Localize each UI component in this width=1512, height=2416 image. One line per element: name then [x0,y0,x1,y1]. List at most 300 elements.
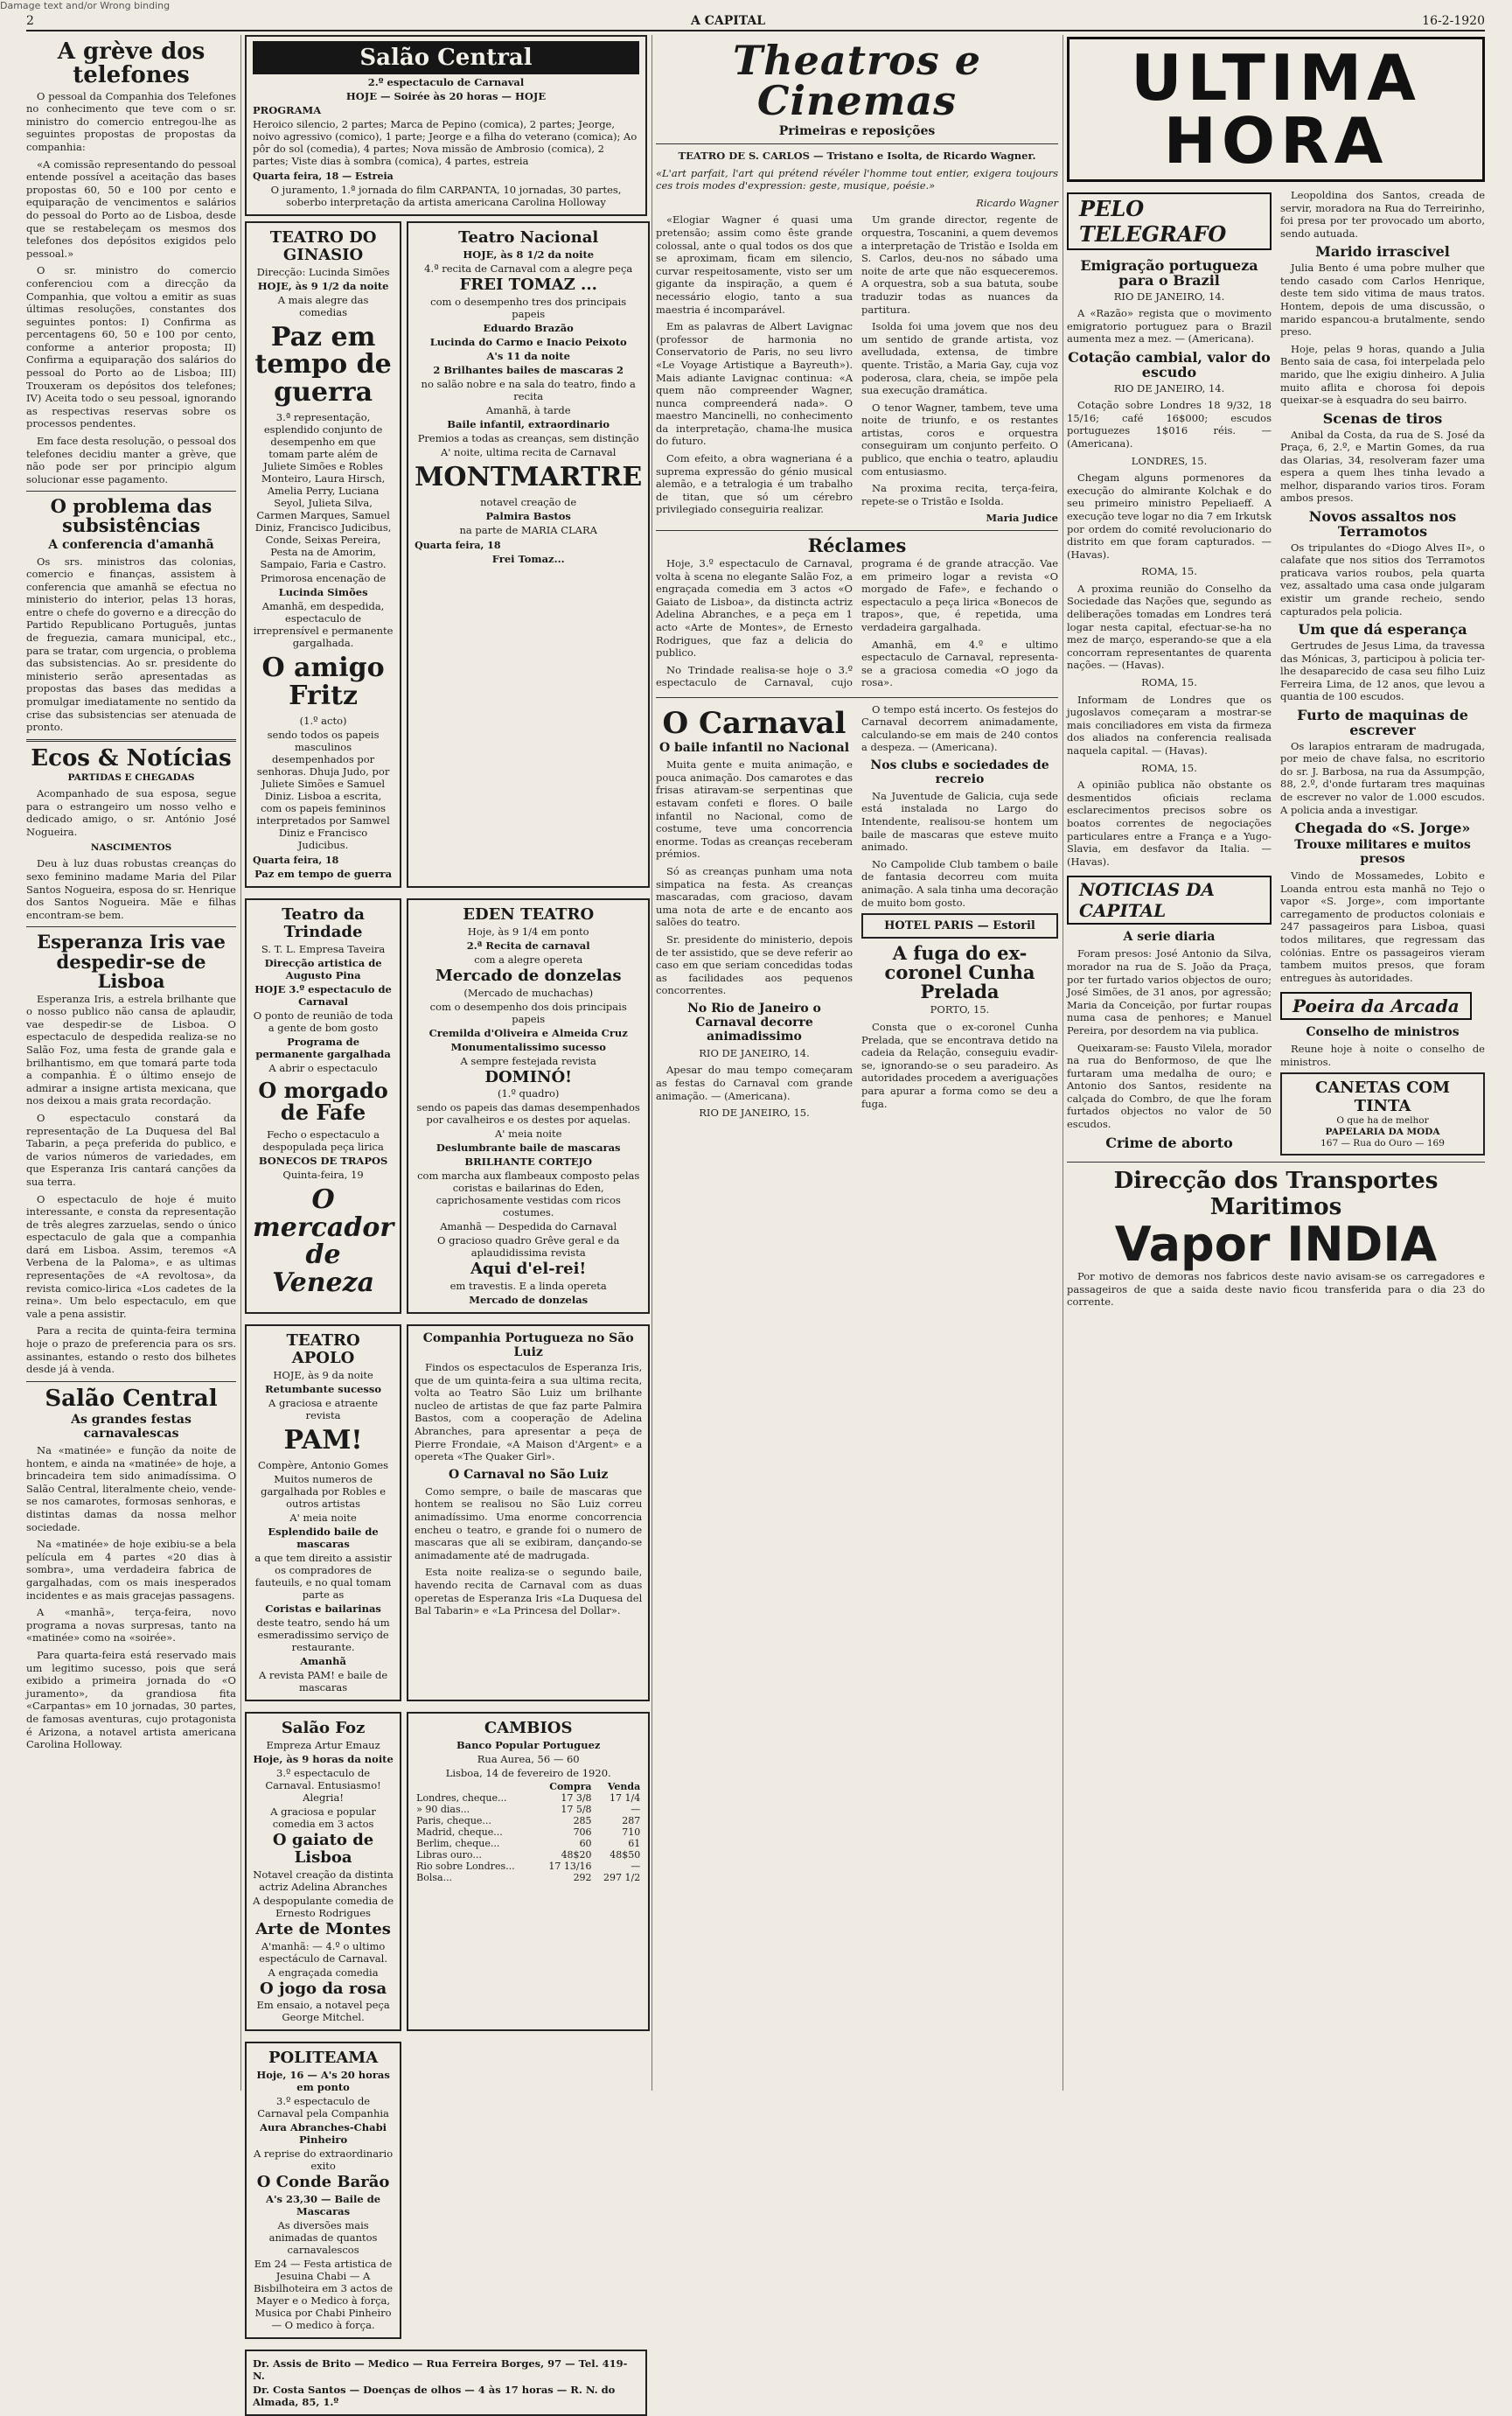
ad-line: Fecho o espectaculo a despopulada peça lirica [262,1128,384,1154]
article-headline: Marido irrascivel [1315,243,1450,261]
ad-play-title: DOMINÓ! [484,1067,573,1086]
ad-play-title: O morgado de Fafe [258,1077,388,1125]
ad-line: O gracioso quadro Grêve geral e da aplaudidissima revista [437,1234,620,1260]
ad-title: CANETAS COM TINTA [1314,1079,1451,1116]
ad-doctors [245,2350,647,2416]
article-carnaval [656,703,1058,1120]
article-text: O tempo está incerto. Os festejos do Carnaval decorrem animadamente, calculando-se em mais de 240 contos a despeza. — (Americana). [861,702,1058,754]
ad-title: TEATRO APOLO [286,1331,360,1368]
ad-line: O ponto de reunião de toda a gente de bom gosto [253,1009,394,1034]
article-subhead: Nos clubs e sociedades de recreio [870,758,1049,786]
divider [656,697,1058,698]
ad-line: Direcção artistica de Augusto Pina [264,956,382,981]
ad-line: 167 — Rua do Ouro — 169 [1320,1138,1445,1149]
ad-play-title: Arte de Montes [255,1919,391,1938]
table-cell: Libras ouro... [416,1849,482,1861]
table-cell: 17 5/8 [561,1804,592,1816]
issue-date: 16-2-1920 [1422,14,1485,28]
table-row [415,1861,642,1872]
table-cell: 710 [622,1826,641,1839]
article-text: Os tripulantes do «Diogo Alves II», o calafate que nos sitios dos Terramotos praticava varios roubos, pela quarta vez, assaltado uma casa onde julgaram existir um grande recheio, sendo capturados pela policia. [1280,541,1485,618]
ad-title: Direcção dos Transportes Maritimos [1113,1168,1439,1221]
article-ecos [26,744,236,922]
table-cell: 48$50 [610,1849,641,1861]
table-cell: Madrid, cheque... [416,1826,503,1839]
table-header: Venda [607,1781,641,1793]
ad-line: Em ensaio, a notavel peça George Mitchel. [256,1999,390,2024]
article-text: Os srs. ministros das colonias, comercio e finanças, assistem à conferencia que amanhã se efectua no ministerio do interior, pelas 13 horas, entre o chefe do governo e a direcção do Partido Republicano Português, juntas de freguezia, camara municipal, etc., para se tratar, com urgencia, o problema das subsistencias. Ao sr. presidente do ministerio serão apresentadas as propostas das bases das medidas a promulgar imediatamente no sentido da crise das subsistencias ser atenuada de pronto. [26,555,236,734]
table-header: Compra [549,1781,592,1793]
ad-transportes [1067,1168,1485,1308]
article-subhead: As grandes festas carnavalescas [71,1413,192,1442]
newspaper-title: A CAPITAL [690,14,766,28]
article-text: O tenor Wagner, tambem, teve uma noite de triunfo, e os restantes artistas, coros e orquestra conseguiram um conjunto perfeito. O publico, que enchia o teatro, aplaudiu com entusiasmo. [861,401,1058,478]
article-text: Acompanhado de sua esposa, segue para o estrangeiro um nosso velho e dedicado amigo, o sr. António José Nogueira. [26,787,236,838]
ad-play-title: MONTMARTRE [415,461,643,492]
ad-line: Aura Abranches-Chabi Pinheiro [260,2121,387,2147]
ad-line: Paz em tempo de guerra [254,868,393,881]
table-cell: Bolsa... [416,1872,453,1884]
ad-ship-name: Vapor INDIA [1114,1217,1438,1273]
ad-line: (1.º quadro) [497,1087,560,1100]
ad-salao-central [245,35,647,216]
dateline: ROMA, 15. [1141,565,1197,578]
article-text: Em face desta resolução, o pessoal dos telefones decidiu manter a grève, que não pode ser por principio algum solucionar esse pagamento. [26,435,236,485]
table-cell: 17 3/8 [561,1792,592,1805]
ad-line: Deslumbrante baile de mascaras [435,1142,621,1155]
article-text: Deu à luz duas robustas creanças do sexo feminino madame Maria del Pilar Santos Nogueira, esposa do sr. Henrique dos Santos Nogueira. Mãe e filhas encontram-se bem. [26,857,236,921]
ad-line: BRILHANTE CORTEJO [464,1156,593,1169]
ad-line: Quinta-feira, 19 [282,1169,364,1182]
ad-line: notavel creação de [480,496,577,509]
column-3 [656,35,1058,2091]
divider [26,926,236,927]
article-text: Sr. presidente do ministerio, depois de ter assistido, que se deve referir ao caso em que seriam concedidas todas as facilidades aos pequenos concorrentes. [656,932,853,997]
ad-line: Empreza Artur Emauz [266,1739,380,1752]
table-cell: — [631,1861,641,1873]
article-headline: Esperanza Iris vae despedir-se de Lisboa [37,931,226,992]
article-subhead: Trouxe militares e muitos presos [1294,837,1471,866]
ad-line: A sempre festejada revista [460,1054,596,1067]
ad-line: 3.º espectaculo de Carnaval pela Companhia [257,2095,389,2120]
article-text: Esta noite realiza-se o segundo baile, havendo recita de Carnaval com as duas operetas de Esperanza Iris «La Duquesa del Bal Tabarin» e «La Princesa del Dollar». [415,1566,643,1617]
article-text: Consta que o ex-coronel Cunha Prelada, que se encontrava detido na cadeia da Relação, conseguiu evadir-se, ignorando-se o seu paradeiro. As autoridades procedem a averiguações para apurar a forma como se deu a fuga. [861,1020,1058,1110]
article-text: Esperanza Iris, a estrela brilhante que o nosso publico não cansa de aplaudir, vae despedir-se de Lisboa. O espectaculo de despedida realiza-se no Salão Foz, uma festa de grande gala e brilhantismo, em que tomará parte toda a companhia. É o último ensejo de admirar a insigne artista mexicana, que nos deixou a mais grata recordação. [26,992,236,1107]
table-row [415,1826,642,1838]
article-headline: Réclames [807,534,907,557]
ad-line: HOJE, às 9 1/2 da noite [257,279,389,292]
article-subhead: NASCIMENTOS [90,842,172,854]
article-reclames [656,536,1058,691]
divider [1067,1162,1485,1163]
ad-line: com o desempenho tres dos principais papeis [430,295,627,320]
ad-salao-foz [245,1712,401,2031]
article-text: Findos os espectaculos de Esperanza Iris, que de um quinta-feira a sua ultima recita, volta ao Teatro São Luiz um brilhante nucleo de artistas de que faz parte Palmira Bastos, com a cooperação de Adelina Abranches, para apresentar a peça de Pierre Frondaie, «A Maison d'Argent» e a opereta «The Quaker Girl». [415,1361,643,1463]
ad-title: Teatro da Trindade [282,905,365,941]
dateline: RIO DE JANEIRO, 14. [699,1046,810,1059]
article-salao-central [26,1387,236,1751]
article-text: Cotação sobre Londres 18 9/32, 18 15/16; café 16$000; escudos portuguezes 1$016 réis. — (Americana). [1067,399,1272,450]
article-text: O espectaculo constará da representação de La Duquesa del Bal Tabarin, a peça preferida do publico, e de varios números de variedades, em que Esperanza Iris cantará canções da sua terra. [26,1111,236,1188]
ad-line: O que ha de melhor [1336,1115,1429,1127]
ad-line: em travestis. E a linda opereta [449,1280,607,1293]
ad-eden [407,898,650,1314]
table-cell: Paris, cheque... [416,1815,491,1827]
article-text: Na «matinée» e função da noite de hontem, e ainda na «matinée» de hoje, a brincadeira tem sido animadíssima. O Salão Central, literalmente cheio, vende-se nos camarotes, formosas senhoras, e distintas damas da nossa melhor sociedade. [26,1444,236,1533]
ad-line: Direcção: Lucinda Simões [256,265,390,278]
article-text: Foram presos: José Antonio da Silva, morador na rua de S. João da Praça, por ter furtado varios objectos de ouro; José Simões, de 31 anos, por agressão; Maria da Conceição, por furtar roupas numa casa de penhores; e Manuel Pereira, por desordem na via publica. [1067,947,1272,1037]
table-cell: 48$20 [561,1849,592,1861]
dateline: RIO DE JANEIRO, 14. [1113,381,1225,395]
article-text: Em as palavras de Albert Lavignac (professor de harmonia no Conservatorio de Paris, no seu livro «Le Voyage Artistique a Bayreuth»). Mais adiante Lavignac continua: «A quem não compreender Wagner, nunca compreenderá nada». O maestro Mancinelli, no conhecimento da interpretação, chama-lhe musica do futuro. [656,320,853,448]
ad-title: Companhia Portugueza no São Luiz [422,1331,634,1359]
ad-line: no salão nobre e na sala do teatro, findo a recita [421,377,636,402]
article-text: No Trindade realisa-se hoje o 3.º espectaculo de Carnaval, cujo programa é de grande atracção. Vae em primeiro logar a revista «O morgado de Fafe», e fechando o espectaculo a peça lirica «Bonecos de trapos», que, é repetida, uma verdadeira gargalhada. [656,557,1058,689]
ad-line: 2.º espectaculo de Carnaval [367,76,525,88]
article-text: Reune hoje à noite o conselho de ministros. [1280,1043,1485,1068]
ad-date: Quarta feira, 18 [415,540,501,552]
ad-play-title: O jogo da rosa [260,1979,387,1998]
ad-star: Cremilda d'Oliveira e Almeida Cruz [429,1026,628,1039]
ad-line: A despopulante comedia de Ernesto Rodrigues [253,1894,394,1919]
article-text: «Elogiar Wagner é quasi uma pretensão; assim como êste grande colossal, ante o qual todos os dos que se aproximam, ficam em silencio, curvar respeitosamente, visto ser um gigante da inspiração, a quem é necessário elogio, tanto a sua maestria é incomparável. [656,213,853,316]
section-banner-noticias: NOTICIAS DA CAPITAL [1067,876,1272,925]
ad-line: A' meia noite [289,1512,357,1525]
divider [26,739,236,742]
ad-line: Banco Popular Portuguez [456,1739,601,1752]
article-headline: Um que dá esperança [1298,621,1467,639]
section-banner-poeira: Poeira da Arcada [1280,992,1472,1020]
table-cell: 17 1/4 [610,1792,641,1805]
ad-ginasio [245,221,401,888]
ad-trindade [245,898,401,1314]
section-subhead: Primeiras e reposições [778,124,936,138]
ad-line: HOJE 3.º espectaculo de Carnaval [254,982,392,1008]
article-text: A «Razão» regista que o movimento emigratorio portuguez para o Brazil aumenta mez a mez. — (Americana). [1067,307,1272,346]
ad-title: POLITEAMA [268,2049,379,2068]
article-subhead: O Carnaval no São Luiz [449,1467,609,1482]
article-text: Isolda foi uma jovem que nos deu um sentido de grande artista, voz avelludada, extensa, de timbre quente. Tristão, a Maria Gay, cuja voz poderosa, clara, cheia, se impõe pela sua execução dramática. [861,320,1058,397]
ad-line: (1.º acto) [299,715,347,728]
article-text: O sr. ministro do comercio conferenciou com a direcção da Companhia, que voltou a emitir as suas últimas resoluções, constantes dos seguintes pontos: I) Confirma as percentagens 60, 50 e 100 por cento, conforme a anterior proposta; II) Confirma a equiparação dos salários do pessoal do Porto ao de Lisboa; III) Trouxeram os depósitos dos telefones; IV) Aceita todo o seu pessoal, ignorando as respectivas reservas sobre os processos pendentes. [26,264,236,430]
ad-star: Palmira Bastos [485,510,571,523]
ad-line: 2 Brilhantes bailes de mascaras 2 [433,363,624,376]
ad-star: Lucinda Simões [278,586,368,599]
table-cell: 60 [579,1838,592,1850]
ad-play-title: Mercado de donzelas [435,966,622,985]
ad-doctor: Dr. Costa Santos — Doenças de olhos — 4 às 17 horas — R. N. do Almada, 85, 1.º [253,2383,616,2408]
dateline: ROMA, 15. [1141,676,1197,689]
ad-play-title: O Conde Barão [256,2173,390,2192]
section-banner-theatros: Theatros e Cinemas [732,37,982,124]
ad-line: BONECOS DE TRAPOS [258,1155,388,1168]
article-text: A proxima reunião do Conselho da Sociedade das Nações que, segundo as deliberações tomadas em Londres terá logar nesta capital, efectuar-se-ha no mez de março, esperando-se que a ela concorram representantes de quarenta nações. — (Havas). [1067,582,1272,672]
ad-date: Quarta feira, 18 [253,855,339,867]
masthead-bar [26,12,1485,31]
ad-line: Esplendido baile de mascaras [268,1526,379,1551]
section-banner-ultima-hora: ULTIMA HORA [1067,37,1485,182]
dateline: RIO DE JANEIRO, 14. [1113,290,1225,303]
article-text: Leopoldina dos Santos, creada de servir, moradora na Rua do Terreirinho, foi presa por ter provocado um aborto, sendo autuada. [1280,189,1485,240]
divider [656,143,1058,144]
article-quote: «L'art parfait, l'art qui prétend révéler l'homme tout entier, exigera toujours ces trois modes d'expression: geste, musique, poésie.» [656,166,1058,192]
article-headline: O Carnaval [662,705,847,741]
ad-line: PROGRAMA [253,104,322,116]
table-cell: 17 13/16 [548,1861,592,1873]
article-text: Informam de Londres que os jugoslavos começaram a mostrar-se mais conciliadores em vista da firmeza dos aliados na conferencia realisada naquela capital. — (Havas). [1067,693,1272,757]
ad-hotel-paris: HOTEL PARIS — Estoril [861,913,1058,939]
table-cell: » 90 dias... [416,1804,470,1816]
ad-star: Lucinda do Carmo e Inacio Peixoto [429,335,627,348]
article-text: A «manhã», terça-feira, novo programa a novas surpresas, tanto na «matinée» como na «soirée». [26,1606,236,1644]
article-text: Amanhã, em 4.º e ultimo espectaculo de Carnaval, representa-se a graciosa comedia «O jogo da rosa». [861,638,1058,689]
article-text: Muita gente e muita animação, e pouca animação. Dos camarotes e das frisas atiravam-se serpentinas que estavam confeti e flores. O baile infantil no Nacional, como de costume, teve uma concorrencia enorme. Todas as creanças receberam prémios. [656,758,853,861]
article-text: Vindo de Mossamedes, Lobito e Loanda entrou esta manhã no Tejo o vapor «S. Jorge», com importante carregamento de productos coloniais e 247 passageiros para Lisboa, quasi todos militares, que regressam das colónias. Entre os passageiros vieram tambem muitos presos, que foram entregues às autoridades. [1280,869,1485,984]
ad-line: A's 23,30 — Baile de Mascaras [266,2192,381,2217]
article-body-columns [656,703,1058,1120]
ad-line: Programa de permanente gargalhada [255,1035,391,1060]
table-cell: Rio sobre Londres... [416,1861,515,1873]
ad-line: com a alegre opereta [474,953,583,966]
article-subhead: A conferencia d'amanhã [48,537,214,552]
ad-line: HOJE — Soirée às 20 horas — HOJE [345,90,547,102]
article-text: Só as creanças punham uma nota simpatica na festa. As creanças mascaradas, com gracioso, davam uma nota de arte e de encanto aos salões do teatro. [656,864,853,929]
article-text: Na proxima recita, terça-feira, repete-se o Tristão e Isolda. [861,482,1058,507]
ad-line: Hoje, 16 — A's 20 horas em ponto [256,2069,390,2094]
ad-play-title: O amigo Fritz [261,653,385,711]
article-text: Por motivo de demoras nos fabricos deste navio avisam-se os carregadores e passageiros de que a saida deste navio ficou transferida para o dia 23 do corrente. [1067,1270,1485,1309]
dateline: PORTO, 15. [930,1003,990,1016]
table-cell: Londres, cheque... [416,1792,507,1805]
ad-line: Amanhã [300,1655,346,1668]
ad-line: A reprise do extraordinario exito [253,2147,394,2173]
article-text: Um grande director, regente de orquestra, Toscanini, a quem devemos a interpretação de Tristão e Isolda em S. Carlos, deu-nos no sábado uma noite de arte que não esqueceremos. A orquestra, sob a sua batuta, soube traduzir todas as nuances da partitura. [861,213,1058,316]
ad-line: 3.ª representação, esplendido conjunto de desempenho em que tomam parte além de Juliete Simões e Robles Monteiro, Laura Hirsch, Amelia Perry, Luciana Seyol, Julieta Silva, Carmen Marques, Samuel Diniz, Francisco Judicibus, Conde, Seixas Pereira, Pesta na de Amorim, Sampaio, Faria e Castro. [254,411,392,571]
ad-line: Baile infantil, extraordinario [447,417,610,430]
ad-line: Coristas e bailarinas [265,1603,381,1616]
section-banner-telegrafo: PELO TELEGRAFO [1067,192,1272,250]
article-subhead: O baile infantil no Nacional [658,741,850,756]
article-headline: A fuga do ex-coronel Cunha Prelada [884,942,1035,1003]
article-body-columns [656,557,1058,691]
table-header [415,1781,537,1792]
table-cell: Berlim, cheque... [416,1838,500,1850]
article-text: Chegam alguns pormenores da execução do almirante Kolchak e do seu primeiro ministro Pepeliaeff. A execução teve logar no dia 7 em Irkutsk por ordem do comité revolucionario do distrito em que foram capturados. — (Havas). [1067,471,1272,561]
ad-line: A mais alegre das comedias [277,293,369,318]
article-subhead: PARTIDAS E CHEGADAS [67,772,195,784]
article-text: O pessoal da Companhia dos Telefones no conhecimento que teve com o sr. ministro do comercio entregou-lhe as seguintes propostas de propostas da companhia: [26,89,236,153]
table-cell: — [631,1804,641,1816]
ad-canetas [1280,1072,1485,1156]
article-headline: Furto de maquinas de escrever [1297,706,1468,738]
article-headline: A grève dos telefones [57,38,206,89]
article-text: Queixaram-se: Fausto Vilela, morador na rua do Benformoso, de que lhe furtaram uma medalha de ouro; e Antonio dos Santos, residente na calçada do Combro, de que lhe foram furtados objectos no valor de 50 escudos. [1067,1041,1272,1131]
ad-title: CAMBIOS [484,1719,573,1738]
ad-line: Amanhã — Despedida do Carnaval [440,1220,617,1233]
ad-line: com marcha aux flambeaux composto pelas coristas e bailarinas do Eden, caprichosamente vestidas com ricos costumes. [417,1170,640,1219]
ad-line: sendo todos os papeis masculinos desempenhados por senhoras. Dhuja Judo, por Juliete Simões e Samuel Diniz. Lisboa a escrita, com os papeis femininos interpretados por Samwel Diniz e Francisco Judicibus. [256,729,390,852]
article-headline: TEATRO DE S. CARLOS — Tristano e Isolta, de Ricardo Wagner. [678,150,1036,162]
article-text: Gertrudes de Jesus Lima, da travessa das Mónicas, 3, participou à policia ter-lhe desaparecido de casa seu filho Luiz Ferreira Lima, de 12 anos, que levou a quantia de 100 escudos. [1280,639,1485,703]
article-headline: Scenas de tiros [1322,409,1443,427]
ad-line: Muitos numeros de gargalhada por Robles e outros artistas [261,1473,387,1511]
table-cell: 706 [573,1826,592,1839]
ad-line: Monumentalissimo sucesso [450,1040,606,1053]
ad-line: a que tem direito a assistir os compradores de fauteuils, e no qual tomam parte as [254,1552,392,1602]
table-cell: 285 [573,1815,592,1827]
ad-date: Quarta feira, 18 — Estreia [253,171,394,182]
ad-line: A revista PAM! e baile de mascaras [258,1669,388,1694]
table-cell: 292 [573,1872,592,1884]
table-cell: 287 [622,1815,641,1827]
ad-nacional [407,221,650,888]
article-text: Para quarta-feira está reservado mais um legitimo sucesso, pois que será exibido a primeira jornada do «O juramento», da grandiosa fita «Carpantas» em 10 jornadas, 30 partes, de famosas aventuras, cujo protagonista é Arizona, a notavel artista americana Carolina Holloway. [26,1649,236,1751]
article-subhead: A serie diaria [1123,930,1216,945]
article-text: O espectaculo de hoje é muito interessante, e consta da representação de três alegres zarzuelas, sendo o único espectaculo de gala que a companhia dará em Lisboa. Assim, teremos «A Verbena de la Paloma», e as ultimas representações de «A revoltosa», da revista comico-lirica «Los cadetes de la reina». Um belo espectaculo, em que vale a pena assistir. [26,1192,236,1320]
article-text: Anibal da Costa, da rua de S. José da Praça, 6, 2.º, e Martin Gomes, da rua das Olarias, 34, resolveram fazer uma espera a quem lhes tinha levado a melhor, disparando varios tiros. Foram ambos presos. [1280,428,1485,505]
table-cell: 61 [628,1838,641,1850]
ad-line: A abrir o espectaculo [268,1061,378,1074]
ad-line: sendo os papeis das damas desempenhados por cavalheiros e os destes por aquelas. [416,1101,640,1127]
ad-title: Salão Central [253,41,639,74]
article-text: Como sempre, o baile de mascaras que hontem se realisou no São Luiz correu animadíssimo. Uma enorme concorrencia encheu o teatro, e grande foi o numero de mascaras que ali se exibiram, dançando-se animadamente até de madrugada. [415,1484,643,1561]
table-row [415,1815,642,1826]
ad-line: Hoje, às 9 1/4 em ponto [467,925,589,938]
ad-play-title: O gaiato de Lisboa [272,1831,374,1867]
article-problema [26,497,236,733]
ad-line: A graciosa e atraente revista [268,1396,379,1421]
article-s-carlos [656,150,1058,525]
theatre-ads-grid [245,221,647,2344]
ad-line: Em 24 — Festa artistica de Jesuina Chabi — A Bisbilhoteira em 3 actos de Mayer e o Medico à força, Musica por Chabi Pinheiro — O medico à força. [254,2257,394,2331]
ad-line: na parte de MARIA CLARA [459,524,597,537]
article-text: No Campolide Club tambem o baile de fantasia decorreu com muita animação. A sala tinha uma decoração de muito bom gosto. [861,857,1058,909]
article-text: Apesar do mau tempo começaram as festas do Carnaval com grande animação. — (Americana). [656,1064,853,1102]
ad-play-title: O mercador de Veneza [253,1184,394,1298]
column-1 [26,35,236,2091]
article-text: «A comissão representando do pessoal entende possível a aceitação das bases propostas 60, 50 e 100 por cento e equiparação de vencimentos e salários do pessoal do Porto ao de Lisboa, desde que se restabeleçam os mesmos dos telefones dos depósitos exigidos pelo pessoal.» [26,157,236,260]
ad-play-title: FREI TOMAZ ... [459,275,597,294]
ad-line: HOJE, às 9 da noite [273,1368,373,1381]
ad-line: A' noite, ultima recita de Carnaval [440,445,617,458]
article-text: Hoje, 3.º espectaculo de Carnaval, volta à scena no elegante Salão Foz, a engraçada comedia em 3 actos «O Gaiato de Lisboa», da distincta actriz Adelina Abranches, e a peça em 1 acto «Arte de Montes», de Ernesto Rodrigues, que faz a delicia do publico. [656,557,853,660]
ad-line: S. T. L. Empresa Taveira [261,942,386,955]
ad-line: Rua Aurea, 56 — 60 [477,1753,580,1766]
ad-politeama [245,2042,401,2339]
ad-line: PAPELARIA DA MODA [1325,1127,1440,1138]
table-row [415,1792,642,1804]
ad-star: Eduardo Brazão [483,321,574,334]
column-4-body [1067,189,1485,1156]
divider [26,491,236,492]
article-text: A opinião publica não obstante os desmentidos oficiais reclama esclarecimentos precisos sobre os boatos correntes de negociações particulares entre a França e a Yugo-Slavia, em desfavor da Italia. — (Havas). [1067,779,1272,868]
table-header-row [415,1781,642,1792]
ad-line: A'manhã: — 4.º o ultimo espectáculo de Carnaval. [259,1939,387,1965]
article-text: Julia Bento é uma pobre mulher que tendo casado com Carlos Henrique, deste tem sido vitima de maus tratos. Hontem, depois de uma discussão, o marido espancou-a brutalmente, sendo preso. [1280,262,1485,339]
ad-sao-luiz [407,1324,650,1701]
ad-play-title: Paz em tempo de guerra [254,321,392,408]
table-cell: 297 1/2 [603,1872,641,1884]
ad-line: Amanhã, à tarde [485,403,571,416]
dateline: RIO DE JANEIRO, 15. [699,1107,810,1120]
ad-line: O juramento, 1.ª jornada do film CARPANTA, 10 jornadas, 30 partes, soberbo interpretação da artista americana Carolina Holloway [270,184,622,208]
article-text: Os larapios entraram de madrugada, por meio de chave falsa, no escritorio do sr. J. Barbosa, na rua da Assumpção, 88, 2.º, d'onde furtaram tres maquinas de escrever no valor de 1.000 escudos. A policia anda a investigar. [1280,739,1485,816]
article-esperanza [26,932,236,1375]
ad-line: A engraçada comedia [268,1966,379,1979]
article-headline: Crime de aborto [1105,1134,1233,1151]
ad-line: Frei Tomaz... [491,553,565,566]
column-rule [651,35,652,2091]
ad-play-title: Aqui d'el-rei! [470,1260,587,1279]
ad-doctor: Dr. Assis de Brito — Medico — Rua Ferreira Borges, 97 — Tel. 419-N. [253,2357,628,2382]
ad-line: Notavel creação da distinta actriz Adelina Abranches [253,1868,394,1893]
ad-line: deste teatro, sendo há um esmeradissimo serviço de restaurante. [256,1616,390,1654]
ad-line: Hoje, às 9 horas da noite [253,1753,394,1766]
dateline: ROMA, 15. [1141,761,1197,774]
article-subhead: No Rio de Janeiro o Carnaval decorre animadissimo [687,1001,821,1044]
ad-title: Salão Foz [281,1719,366,1738]
article-subhead: Conselho de ministros [1306,1025,1460,1040]
article-headline: Salão Central [45,1385,218,1412]
article-headline: Novos assaltos nos Terramotos [1308,508,1457,540]
article-byline: Maria Judice [986,512,1058,525]
ad-line: A graciosa e popular comedia em 3 actos [270,1805,376,1831]
article-quote-author: Ricardo Wagner [976,196,1058,209]
ad-line: Premios a todas as creanças, sem distinção [417,431,639,444]
divider [26,1381,236,1382]
article-text: Hoje, pelas 9 horas, quando a Julia Bento saia de casa, foi interpelada pelo marido, que lhe exigiu dinheiro. A Julia muito aflita e chorosa foi depois queixar-se à esquadra do seu bairro. [1280,342,1485,407]
column-2 [245,35,647,2408]
ad-line: HOJE, às 8 1/2 da noite [463,248,595,261]
ad-line: Mercado de donzelas [469,1294,589,1307]
column-rule [240,35,241,2091]
ad-line: com o desempenho dos dois principais papeis [429,1000,627,1025]
ad-line: (Mercado de muchachas) [463,986,594,999]
article-greve [26,40,236,485]
ad-line: 2.ª Recita de carnaval [466,939,590,952]
article-text: Com efeito, a obra wagneriana é a suprema expressão do génio musical alemão, e a tetralogia é um trabalho de titan, que só um cérebro privilegiado conseguiria realizar. [656,452,853,516]
ad-line: 3.º espectaculo de Carnaval. Entusiasmo! Alegria! [265,1767,381,1805]
table-row [415,1872,642,1883]
dateline: LONDRES, 15. [1131,454,1208,467]
exchange-table [415,1781,642,1883]
ad-cambios [407,1712,650,2031]
table-row [415,1849,642,1861]
ad-program: Heroico silencio, 2 partes; Marca de Pepino (comica), 2 partes; Jeorge, noivo agressivo (comico), 1 parte; Jeorge e a filha do veterano (comica); Ao pôr do sol (comedia), 4 partes; Nova missão de Ambrosio (comica), 2 partes; Viste dias à sombra (comica), 4 partes, estreia [253,118,638,167]
divider [656,530,1058,531]
article-headline: Emigração portugueza para o Brazil [1080,257,1258,289]
page-number: 2 [26,14,34,28]
article-headline: O problema das subsistências [50,495,213,537]
article-headline: Cotação cambial, valor do escudo [1068,348,1271,381]
ad-line: As diversões mais animadas de quantos carnavalescos [268,2218,378,2256]
section-headline: Ecos & Notícias [31,744,232,772]
ad-title: TEATRO DO GINASIO [269,228,377,264]
ad-line: Lisboa, 14 de fevereiro de 1920. [445,1767,611,1780]
ad-play-title: PAM! [283,1424,363,1456]
article-text: Na «matinée» de hoje exibiu-se a bela película em 4 partes «20 dias à sombra», uma verdadeira fabrica de gargalhadas, com os mais inesperados incidentes e as mais gracejas passagens. [26,1538,236,1602]
ad-title: EDEN TEATRO [463,905,595,925]
ad-line: Primorosa encenação de [260,572,387,585]
damage-notice: Damage text and/or Wrong binding [0,0,171,11]
ad-apolo [245,1324,401,1701]
column-4 [1067,35,1485,2091]
ad-line: 4.ª recita de Carnaval com a alegre peça [424,262,633,275]
ad-title: Teatro Nacional [458,228,599,247]
ad-line: Compère, Antonio Gomes [258,1459,389,1472]
article-text: Na Juventude de Galicia, cuja sede está instalada no Largo do Intendente, realisou-se hontem um baile de mascaras que esteve muito animado. [861,789,1058,854]
ad-line: A's 11 da noite [486,349,570,362]
